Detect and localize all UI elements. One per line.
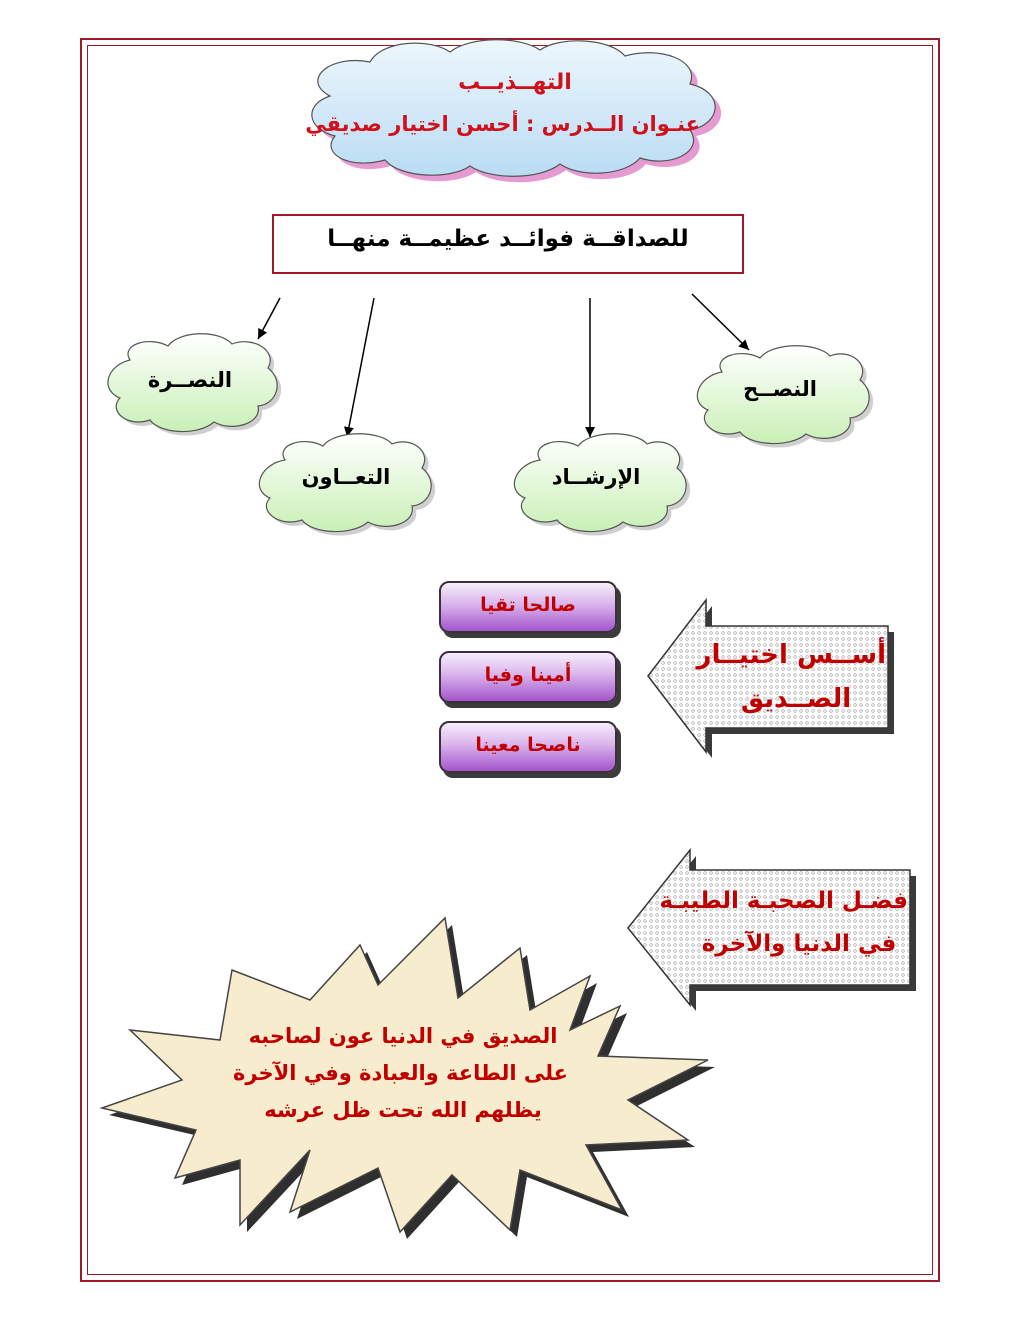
virtue-arrow-line2: في الدنيا والآخرة (701, 931, 897, 957)
lesson-title: عنـوان الــدرس : أحسن اختيار صديقي (305, 112, 700, 136)
header-cloud (305, 40, 721, 183)
arrow-to-nush (692, 294, 749, 350)
quality-label-1: صالحا تقيا (480, 594, 576, 616)
quality-label-2: أمينا وفيا (484, 664, 572, 686)
benefit-label-irshad: الإرشــاد (551, 465, 641, 489)
arrow-to-nusra (258, 298, 280, 339)
benefit-label-taawun: التعــاون (301, 465, 391, 489)
benefits-heading: للصداقــة فوائــد عظيمــة منهــا (327, 226, 689, 252)
arrow-to-taawun (347, 298, 374, 437)
benefit-label-nusra: النصــرة (147, 368, 233, 392)
star-text-line3: يظلهم الله تحت ظل عرشه (264, 1098, 542, 1122)
choosing-arrow-line2: الصــديق (740, 684, 852, 714)
star-text-line2: على الطاعة والعبادة وفي الآخرة (232, 1061, 568, 1085)
benefit-label-nush: النصــح (743, 377, 817, 401)
quality-label-3: ناصحا معينا (475, 734, 581, 756)
star-text-line1: الصديق في الدنيا عون لصاحبه (248, 1024, 558, 1048)
virtue-arrow-line1: فضـل الصحبـة الطيبـة (659, 888, 908, 914)
subject-title: التهــذيــب (458, 70, 572, 95)
choosing-arrow-line1: أســس اختيــار (696, 640, 886, 670)
